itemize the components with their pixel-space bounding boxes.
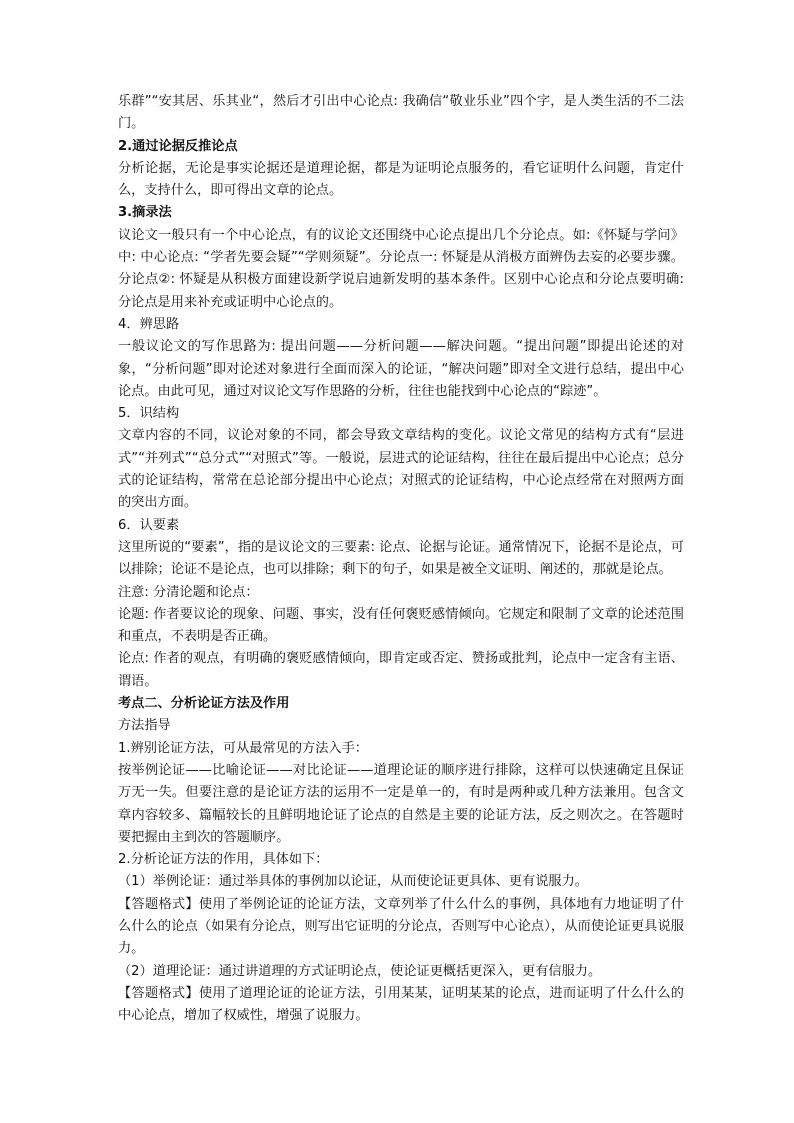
heading-identify-train-of-thought: 4．辨思路 [118,316,180,332]
item-example-argument: （1）举例论证：通过举具体的事例加以论证，从而使论证更具体、更有说服力。 [118,874,588,890]
paragraph-intro-continuation: 乐群”“安其居、乐其业“，然后才引出中心论点: 我确信“敬业乐业”四个字，是人类生活的不二法门。 [118,94,684,132]
subheading-method-guide: 方法指导 [118,718,171,734]
heading-identify-elements: 6．认要素 [118,517,180,533]
answer-format-example-argument: 【答题格式】使用了举例论证的论证方法，文章列举了什么什么的事例，具体地有力地证明了什么什么的论点（如果有分论点，则写出它证明的分论点，否则写中心论点），从而使论证更具说服力。 [118,896,684,957]
paragraph-identify-train-of-thought: 一般议论文的写作思路为: 提出问题——分析问题——解决问题。“提出问题”即提出论述的对象，“分析问题”即对论述对象进行全面而深入的论证，“解决问题”即对全文进行总结，提出中心论点。由此可见，通过对议论文写作思路的分析，往往也能找到中心论点的“踪迹”。 [118,339,684,399]
paragraph-identify-argument-methods: 按举例论证——比喻论证——对比论证——道理论证的顺序进行排除，这样可以快速确定且保证万无一失。但要注意的是论证方法的运用不一定是单一的，有时是两种或几种方法兼用。包含文章内容较多、篇幅较长的且鲜明地论证了论点的自然是主要的论证方法，反之则次之。在答题时要把握由主到次的答题顺序。 [118,762,684,845]
paragraph-identify-structure: 文章内容的不同，议论对象的不同，都会导致文章结构的变化。议论文常见的结构方式有“层进式”“并列式”“总分式”“对照式”等。一般说，层进式的论证结构，往往在最后提出中心论点；总分式的论证结构，常常在总论部分提出中心论点；对照式的论证结构，中心论点经常在对照两方面的突出方面。 [118,428,684,511]
paragraph-identify-elements: 这里所说的“要素”，指的是议论文的三要素: 论点、论据与论证。通常情况下，论据不是论点，可以排除；论证不是论点，也可以排除；剩下的句子，如果是被全文证明、阐述的，那就是论点。 [118,539,684,578]
paragraph-thesis-definition: 论点: 作者的观点，有明确的褒贬感情倾向，即肯定或否定、赞扬或批判，论点中一定含有主语、谓语。 [118,651,684,689]
heading-infer-from-evidence: 2.通过论据反推论点 [118,138,238,154]
paragraph-topic-definition: 论题: 作者要议论的现象、问题、事实，没有任何褒贬感情倾向。它规定和限制了文章的论述范围和重点，不表明是否正确。 [118,606,684,645]
note-topic-vs-thesis: 注意: 分清论题和论点： [118,584,259,600]
answer-format-reasoning-argument: 【答题格式】使用了道理论证的论证方法，引用某某，证明某某的论点，进而证明了什么什么的中心论点，增加了权威性，增强了说服力。 [118,985,684,1024]
paragraph-infer-from-evidence: 分析论据，无论是事实论据还是道理论据，都是为证明论点服务的，看它证明什么问题，肯定什么，支持什么，即可得出文章的论点。 [118,160,684,199]
item-reasoning-argument: （2）道理论证：通过讲道理的方式证明论点，使论证更概括更深入，更有信服力。 [118,963,602,979]
heading-excerpt-method: 3.摘录法 [118,205,172,221]
heading-identify-structure: 5．识结构 [118,406,180,422]
document-body [118,91,684,1027]
item-analyze-method-effects: 2.分析论证方法的作用，具体如下： [118,852,329,868]
item-identify-argument-methods: 1.辨别论证方法，可从最常见的方法入手： [118,740,368,756]
paragraph-excerpt-method: 议论文一般只有一个中心论点，有的议论文还围绕中心论点提出几个分论点。如:《怀疑与学问》中: 中心论点: “学者先要会疑”“学则须疑”。分论点一: 怀疑是从消极方面辨伪去妄的必要步骤。分论点②: 怀疑是从积极方面建设新学说启迪新发明的基本条件。区别中心论点和分论点要明确: 分论点是用来补充或证明中心论点的。 [118,227,684,310]
heading-exam-point-two: 考点二、分析论证方法及作用 [118,696,290,712]
